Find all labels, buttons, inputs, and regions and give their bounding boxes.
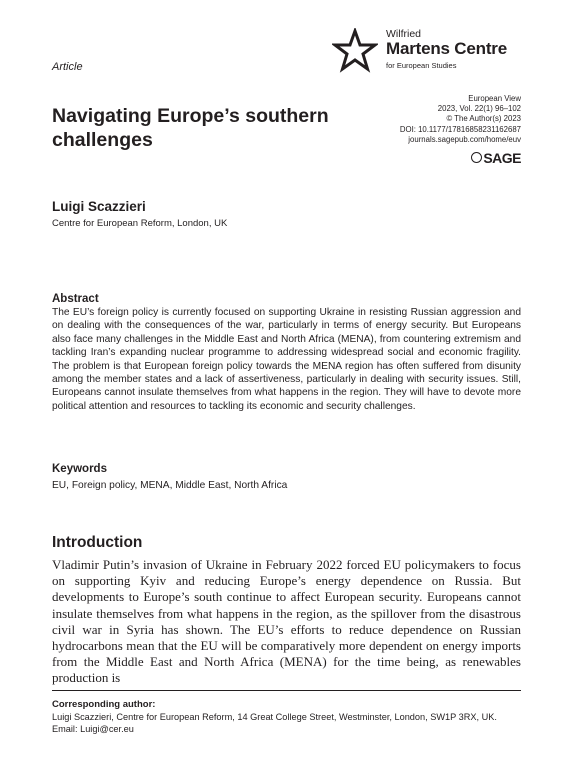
article-type-label: Article: [52, 61, 83, 73]
keywords-text: EU, Foreign policy, MENA, Middle East, North Africa: [52, 480, 288, 491]
copyright: © The Author(s) 2023: [446, 114, 521, 124]
author-affiliation: Centre for European Reform, London, UK: [52, 218, 228, 229]
corresponding-author-details: [52, 711, 521, 735]
star-icon: [332, 28, 378, 74]
keywords-heading: Keywords: [52, 463, 107, 475]
journal-volume: 2023, Vol. 22(1) 96–102: [437, 104, 521, 114]
corresponding-address: Luigi Scazzieri, Centre for European Reform, 14 Great College Street, Westminster, London, SW1P 3RX, UK.: [52, 712, 497, 722]
doi[interactable]: DOI: 10.1177/17816858231162687: [399, 124, 521, 134]
abstract-heading: Abstract: [52, 293, 99, 305]
logo-line2: Martens Centre: [386, 39, 507, 58]
sage-text: SAGE: [483, 150, 521, 166]
logo-line3: for European Studies: [386, 61, 457, 70]
journal-name: European View: [468, 94, 521, 103]
corresponding-author-heading: Corresponding author:: [52, 699, 156, 710]
publisher-logo: [332, 28, 532, 76]
sage-logo: [471, 150, 521, 166]
corresponding-email[interactable]: Email: Luigi@cer.eu: [52, 724, 134, 735]
author-name: Luigi Scazzieri: [52, 199, 146, 214]
journal-metadata: [400, 94, 521, 145]
introduction-heading: Introduction: [52, 534, 143, 551]
journal-url[interactable]: journals.sagepub.com/home/euv: [408, 134, 521, 144]
article-title: Navigating Europe’s southern challenges: [52, 105, 329, 151]
footer-divider: [52, 690, 521, 691]
logo-line1: Wilfried: [386, 28, 422, 40]
introduction-text: Vladimir Putin’s invasion of Ukraine in February 2022 forced EU policymakers to focus on supporting Kyiv and reducing Europe’s energy dependence on Russia. But developments to Europe’s south continue to affect European security. Europeans cannot insulate themselves from what happens in the region, as the spillover from the disastrous civil war in Syria has shown. The EU’s efforts to reduce dependence on Russian hydrocarbons mean that the EU will be comparatively more dependent on energy imports from the Middle East and North Africa (MENA) for the time being, as renewables production is: [52, 557, 521, 686]
abstract-text: The EU’s foreign policy is currently focused on supporting Ukraine in resisting Russian aggression and on dealing with the consequences of the war, particularly in terms of energy security. But Europeans also face many challenges in the Middle East and North Africa (MENA), from countering extremism and tackling Iran’s expanding nuclear programme to addressing widespread social and economic fragility. The problem is that European foreign policy towards the MENA region has often suffered from disunity among the member states and a lack of assertiveness, particularly in dealing with security issues. Still, Europeans cannot insulate themselves from what happens in the region. They will have to devote more political attention and resources to tackling its economic and security challenges.: [52, 307, 521, 412]
sage-circle-icon: [471, 152, 482, 163]
